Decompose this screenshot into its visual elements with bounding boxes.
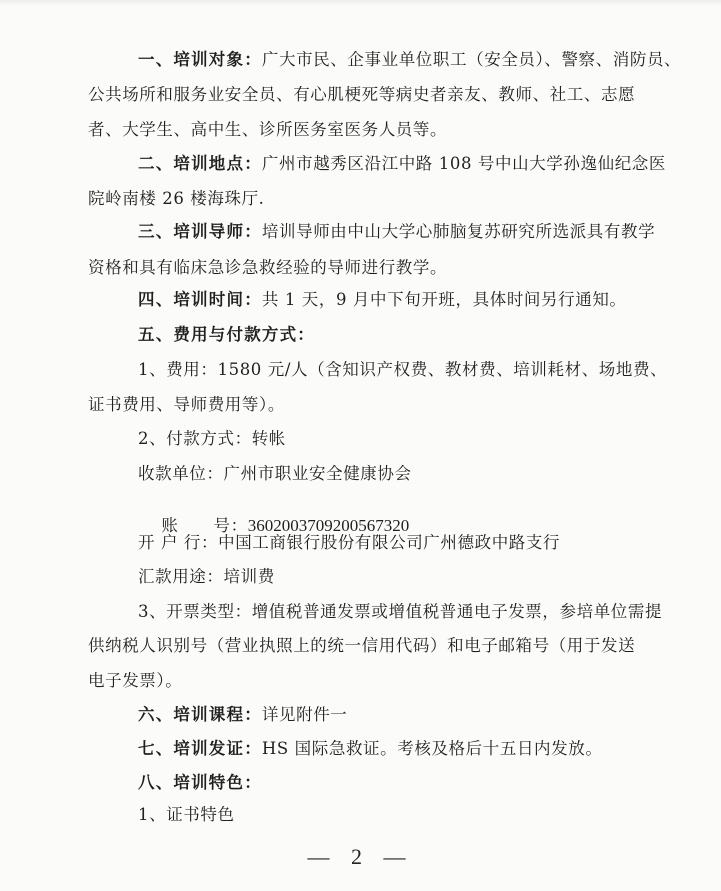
section-4-text-1: 共 1 天，9 月中下旬开班，具体时间另行通知。 [261, 290, 627, 309]
section-1-line-3: 者、大学生、高中生、诊所医务室医务人员等。 [88, 120, 448, 139]
section-5-heading: 五、费用与付款方式： [138, 325, 315, 344]
section-1-line-2: 公共场所和服务业安全员、有心肌梗死等病史者亲友、教师、社工、志愿 [88, 85, 636, 104]
section-1-line-1 [138, 52, 681, 69]
fee-line-1: 1、费用：1580 元/人（含知识产权费、教材费、培训耗材、场地费、 [138, 360, 668, 379]
section-7-line [138, 741, 602, 758]
section-8-heading: 八、培训特色： [138, 773, 262, 792]
payment-method: 2、付款方式：转帐 [138, 429, 286, 448]
feature-title: 1、证书特色 [138, 805, 235, 824]
remittance-purpose: 汇款用途：培训费 [138, 567, 275, 586]
section-1-text-1: 广大市民、企事业单位职工（安全员）、警察、消防员、 [261, 50, 682, 69]
section-6-text: 详见附件一 [261, 705, 348, 724]
section-3-text-1: 培训导师由中山大学心肺脑复苏研究所选派具有教学 [261, 222, 656, 241]
payee: 收款单位：广州市职业安全健康协会 [138, 464, 412, 483]
section-2-line-1 [138, 156, 666, 173]
invoice-line-3: 电子发票）。 [88, 671, 183, 690]
scan-edge [0, 0, 721, 6]
section-7-text: HS 国际急救证。考核及格后十五日内发放。 [261, 739, 603, 758]
account-label: 账 号： [161, 515, 248, 535]
section-1-heading: 一、培训对象： [138, 50, 262, 69]
section-2-heading: 二、培训地点： [138, 154, 262, 173]
fee-line-2: 证书费用、导师费用等）。 [88, 395, 285, 414]
section-6-line [138, 707, 347, 724]
section-6-heading: 六、培训课程： [138, 705, 262, 724]
invoice-line-2: 供纳税人识别号（营业执照上的统一信用代码）和电子邮箱号（用于发送 [88, 636, 636, 655]
section-2-text-1: 广州市越秀区沿江中路 108 号中山大学孙逸仙纪念医 [261, 154, 666, 173]
page-number: — 2 — [307, 844, 414, 869]
section-3-line-2: 资格和具有临床急诊急救经验的导师进行教学。 [88, 258, 448, 277]
section-7-heading: 七、培训发证： [138, 739, 262, 758]
section-4-heading: 四、培训时间： [138, 290, 262, 309]
section-3-line-1 [138, 224, 655, 241]
invoice-line-1: 3、开票类型：增值税普通发票或增值税普通电子发票，参培单位需提 [138, 602, 663, 621]
bank: 开 户 行：中国工商银行股份有限公司广州德政中路支行 [138, 533, 561, 552]
section-3-heading: 三、培训导师： [138, 222, 262, 241]
section-2-line-2: 院岭南楼 26 楼海珠厅. [88, 189, 265, 208]
account-number: 3602003709200567320 [247, 515, 410, 535]
section-4-line-1 [138, 292, 627, 309]
